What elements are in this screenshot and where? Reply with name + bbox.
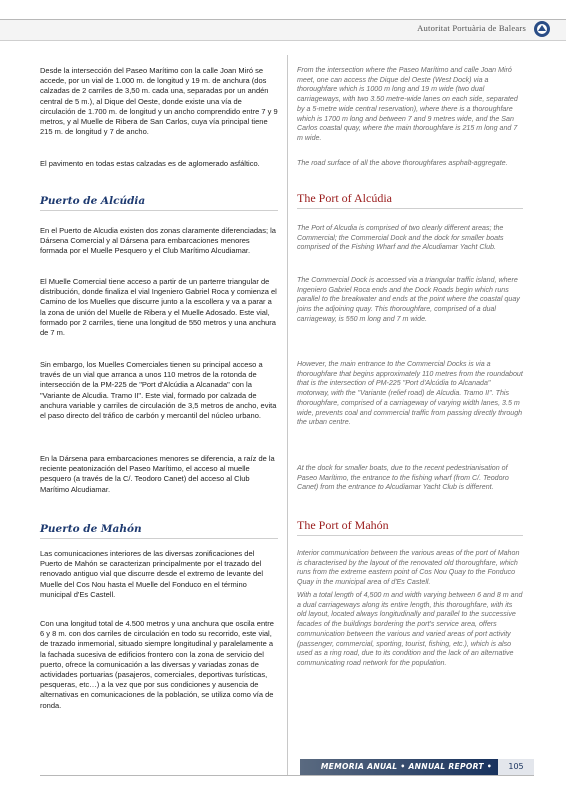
es-mahon-paragraph-1: Las comunicaciones interiores de las diversas zonificaciones del Puerto de Mahón se caracterizan principalmente por el trazado del renovado antiguo vial que discurre desde el extremo de levante del Muelle del Cos Nou hasta el Muelle del Fonduco en el término municipal d'Es Castell. <box>40 549 264 599</box>
en-alcudia-paragraph-1: The Port of Alcudia is comprised of two clearly different areas; the Commercial; the Commercial Dock and the dock for smaller boats comprised of the Fishing Wharf and the Alcudiamar Yacht Club. <box>297 224 504 252</box>
es-mahon-paragraph-2: Con una longitud total de 4.500 metros y una anchura que oscila entre 6 y 8 m. con dos carriles de circulación en todo su recorrido, este vial, de trazado inmemorial, situado siempre longitudinal y paralelamente a la fachada sucesiva de edificios frontero con la zona de servicio del puerto, ofrece la comunicación a las diversas y variadas zonas de actividades portuarias (pasajeros, comerciales, deportivas turísticas, pesqueras, etc…) a la vez que por sus condiciones y ausencia de alternativas en comunicaciones de la población, se utiliza como vía de ronda. <box>40 619 274 710</box>
header-organization: Autoritat Portuària de Balears <box>417 23 526 33</box>
footer-rule <box>40 775 534 776</box>
en-alcudia-paragraph-4: At the dock for smaller boats, due to the recent pedestrianisation of Paseo Marítimo, the entrance to the fishing wharf (from C/. Teodoro Canet) from the entrance to Alcudiamar Yacht Club is different. <box>297 464 509 492</box>
column-divider <box>287 55 288 775</box>
es-alcudia-paragraph-1: En el Puerto de Alcudia existen dos zonas claramente diferenciadas; la Dársena Comercial y al Dársena para embarcaciones menores formada por el Muelle Pesquero y el Club Marítimo Alcudiamar. <box>40 226 276 256</box>
en-intro-paragraph-2: The road surface of all the above thoroughfares asphalt-aggregate. <box>297 159 508 167</box>
en-mahon-paragraph-2: With a total length of 4,500 m and width varying between 6 and 8 m and a dual carriageways along its entire length, this thoroughfare, with its old layout, located always longitudinally and parallel to the successive facades of the buildings bordering the port's service area, offers communication between the various and varied areas of port activity (passenger, commercial, sporting, tourist, fishing, etc.), which is also used as a ring road, due to its condition and the lack of an alternative communicating road network for the population. <box>297 591 523 667</box>
en-intro-paragraph-1: From the intersection where the Paseo Marítimo and calle Joan Miró meet, one can access the Dique del Oeste (West Dock) via a thoroughfare which is 1000 m long and 19 m wide (two dual carriageways, with two 3.50 metre-wide lanes on each side, separated by a 5-metre wide central reservation), where there is a thoroughfare which is 1700 m long and between 7 and 9 metres wide, and the San Carlos coastal quay, where the main thoroughfare is 215 m long and 7 m wide. <box>297 66 518 142</box>
es-alcudia-paragraph-3: Sin embargo, los Muelles Comerciales tienen su principal acceso a través de un vial que arranca a unos 110 metros de la rotonda de intersección de la PM-225 de "Port d'Alcúdia a Alcanada" con la "Variante de Alcudia. Tramo II". Este vial, formado por calzada de anchura variable y carriles de circulación de 3,5 metros de ancho, evita el paso directo del tráfico de carbón y mercantil del núcleo urbano. <box>40 360 277 421</box>
es-alcudia-paragraph-4: En la Dársena para embarcaciones menores se diferencia, a raíz de la reciente peatonización del Paseo Marítimo, el acceso al muelle pesquero (a través de la C/. Teodoro Canet) del acceso al Club Marítimo Alcudiamar. <box>40 454 275 494</box>
en-heading-alcudia: The Port of Alcúdia <box>297 194 523 209</box>
port-authority-logo-icon <box>532 19 552 39</box>
page-number: 105 <box>498 759 534 775</box>
es-heading-alcudia: Puerto de Alcúdia <box>40 196 278 211</box>
en-alcudia-paragraph-2: The Commercial Dock is accessed via a triangular traffic island, where Ingeniero Gabriel Roca ends and the Dock Roads begin which runs parallel to the breakwater and ends at the point where the coastal quay joins the adjoining quay. This thoroughfare, comprised of a dual carriageway, is 550 m long and 7 m wide. <box>297 276 520 323</box>
en-alcudia-paragraph-3: However, the main entrance to the Commercial Docks is via a thoroughfare that begins approximately 110 metres from the roundabout that is the intersection of PM-225 "Port d'Alcúdia to Alcanada" motorway, with the "Variante (relief road) de Alcudia. Tramo II". This thoroughfare, comprised of a carriageway of varying width lanes, 3.5 m wide, prevents coal and commercial traffic from passing directly through the urban centre. <box>297 360 523 427</box>
es-intro-paragraph-2: El pavimento en todas estas calzadas es de aglomerado asfáltico. <box>40 159 260 168</box>
en-mahon-paragraph-1: Interior communication between the various areas of the port of Mahon is characterised by the layout of the renovated old thoroughfare, which runs from the extreme eastern point of Cos Nou Quay to the Fonduco Quay in the municipal area of d'Es Castell. <box>297 549 520 587</box>
footer-report-title: MEMORIA ANUAL • ANNUAL REPORT • 2006 <box>300 759 498 775</box>
en-heading-mahon: The Port of Mahón <box>297 521 523 536</box>
es-alcudia-paragraph-2: El Muelle Comercial tiene acceso a partir de un parterre triangular de distribución, donde finaliza el vial Ingeniero Gabriel Roca y comienza el Camino de los Muelles que discurre junto a la escollera y va a parar a la zona de unión del Muelle de Ribera y el Muelle Adosado. Este vial, formado por 2 carriles, tiene una longitud de 550 metros y una anchura de 7 m. <box>40 277 277 338</box>
es-intro-paragraph-1: Desde la intersección del Paseo Marítimo con la calle Joan Miró se accede, por un vial de 1.000 m. de longitud y 19 m. de anchura (dos calzadas de 2 carriles de 3,50 m. cada una, separadas por un andén central de 5 m.), al Dique del Oeste, donde existe una vía de circulación de 1.700 m. de longitud y un ancho comprendido entre 7 y 9 metros, y al Muelle de Ribera de San Carlos, cuya vía principal tiene 215 m. de longitud y 7 de ancho. <box>40 66 278 137</box>
es-heading-mahon: Puerto de Mahón <box>40 524 278 539</box>
